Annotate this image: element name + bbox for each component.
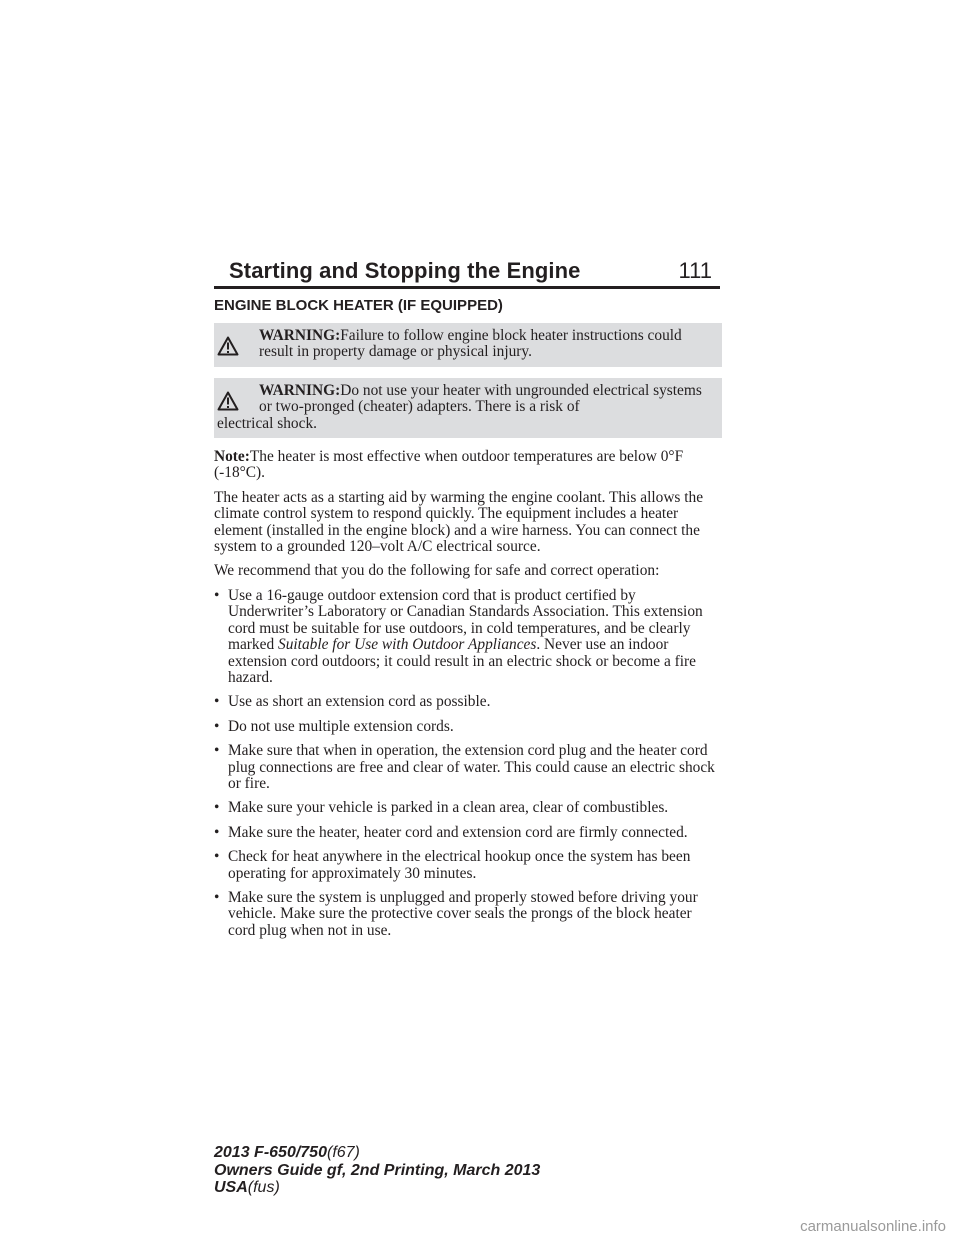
list-item-text: Check for heat anywhere in the electrical hookup once the system has been operating for approximately 30 minutes. [228,848,691,882]
list-item-text-after: . Never use an indoor extension cord outdoors; it could result in an electric shock or become a fire hazard. [228,636,696,686]
page-header [214,256,720,290]
recommendation-list [214,588,722,939]
site-watermark: carmanualsonline.info [800,1218,946,1235]
list-item [214,800,722,816]
page-content [214,297,722,947]
note-text: The heater is most effective when outdoor temperatures are below 0°F (-18°C). [214,448,684,482]
footer-market-code: (fus) [247,1179,280,1196]
warning-label: WARNING: [259,327,341,344]
list-item [214,719,722,735]
footer-model-code: (f67) [326,1144,360,1161]
warning-body: Do not use your heater with ungrounded electrical systems or two-pronged (cheater) adapters. There is a risk of [259,381,702,416]
warning-continuation: electrical shock. [217,414,317,432]
warning-box [214,378,722,438]
footer-market: USA [214,1179,248,1196]
list-item-text: Do not use multiple extension cords. [228,717,454,735]
footer-line-market [214,1179,540,1197]
list-item [214,588,722,686]
warning-triangle-icon [217,328,259,361]
bullet-glyph: • [214,799,220,817]
list-item-text: Make sure the heater, heater cord and extension cord are firmly connected. [228,823,688,841]
warning-triangle-icon [217,383,259,416]
list-item [214,825,722,841]
bullet-glyph: • [214,693,220,711]
bullet-glyph: • [214,717,220,735]
footer-line-model [214,1144,540,1162]
list-item-text: Make sure the system is unplugged and properly stowed before driving your vehicle. Make sure the protective cover seals the prongs of the block heater cord plug when not in use. [228,888,698,939]
page-number: 111 [678,258,712,283]
section-heading: ENGINE BLOCK HEATER (IF EQUIPPED) [214,297,503,314]
footer-model: 2013 F-650/750 [214,1144,327,1161]
footer-line-guide: Owners Guide gf, 2nd Printing, March 2013 [214,1161,541,1179]
warning-text [259,383,712,416]
bullet-glyph: • [214,888,220,906]
bullet-glyph: • [214,823,220,841]
body-paragraph: We recommend that you do the following for safe and correct operation: [214,562,660,580]
page-footer [214,1144,540,1197]
warning-body: Failure to follow engine block heater instructions could result in property damage or physical injury. [259,327,682,361]
bullet-glyph: • [214,848,220,866]
list-item [214,743,722,792]
header-rule [214,286,720,289]
note-paragraph [214,449,722,482]
bullet-glyph: • [214,586,220,604]
list-item-emphasis: Suitable for Use with Outdoor Appliances [278,636,537,654]
list-item-text: Make sure your vehicle is parked in a clean area, clear of combustibles. [228,799,669,817]
list-item [214,694,722,710]
warning-text [259,328,712,361]
body-paragraph: The heater acts as a starting aid by warming the engine coolant. This allows the climate control system to respond quickly. The equipment includes a heater element (installed in the engine block) and a wire harness. You can connect the system to a grounded 120–volt A/C electrical source. [214,488,704,556]
bullet-glyph: • [214,742,220,760]
list-item-text: Use as short an extension cord as possible. [228,693,491,711]
list-item-text: Use a 16-gauge outdoor extension cord that is product certified by Underwriter’s Laboratory or Canadian Standards Association. This extension cord must be suitable for use outdoors, in cold temperatures, and be clearly marked [228,586,703,654]
list-item [214,849,722,882]
warning-box [214,323,722,367]
list-item [214,890,722,939]
warning-label: WARNING: [259,381,341,399]
list-item-text: Make sure that when in operation, the extension cord plug and the heater cord plug connections are free and clear of water. This could cause an electric shock or fire. [228,742,715,792]
note-label: Note: [214,448,250,466]
chapter-title: Starting and Stopping the Engine [229,258,581,283]
